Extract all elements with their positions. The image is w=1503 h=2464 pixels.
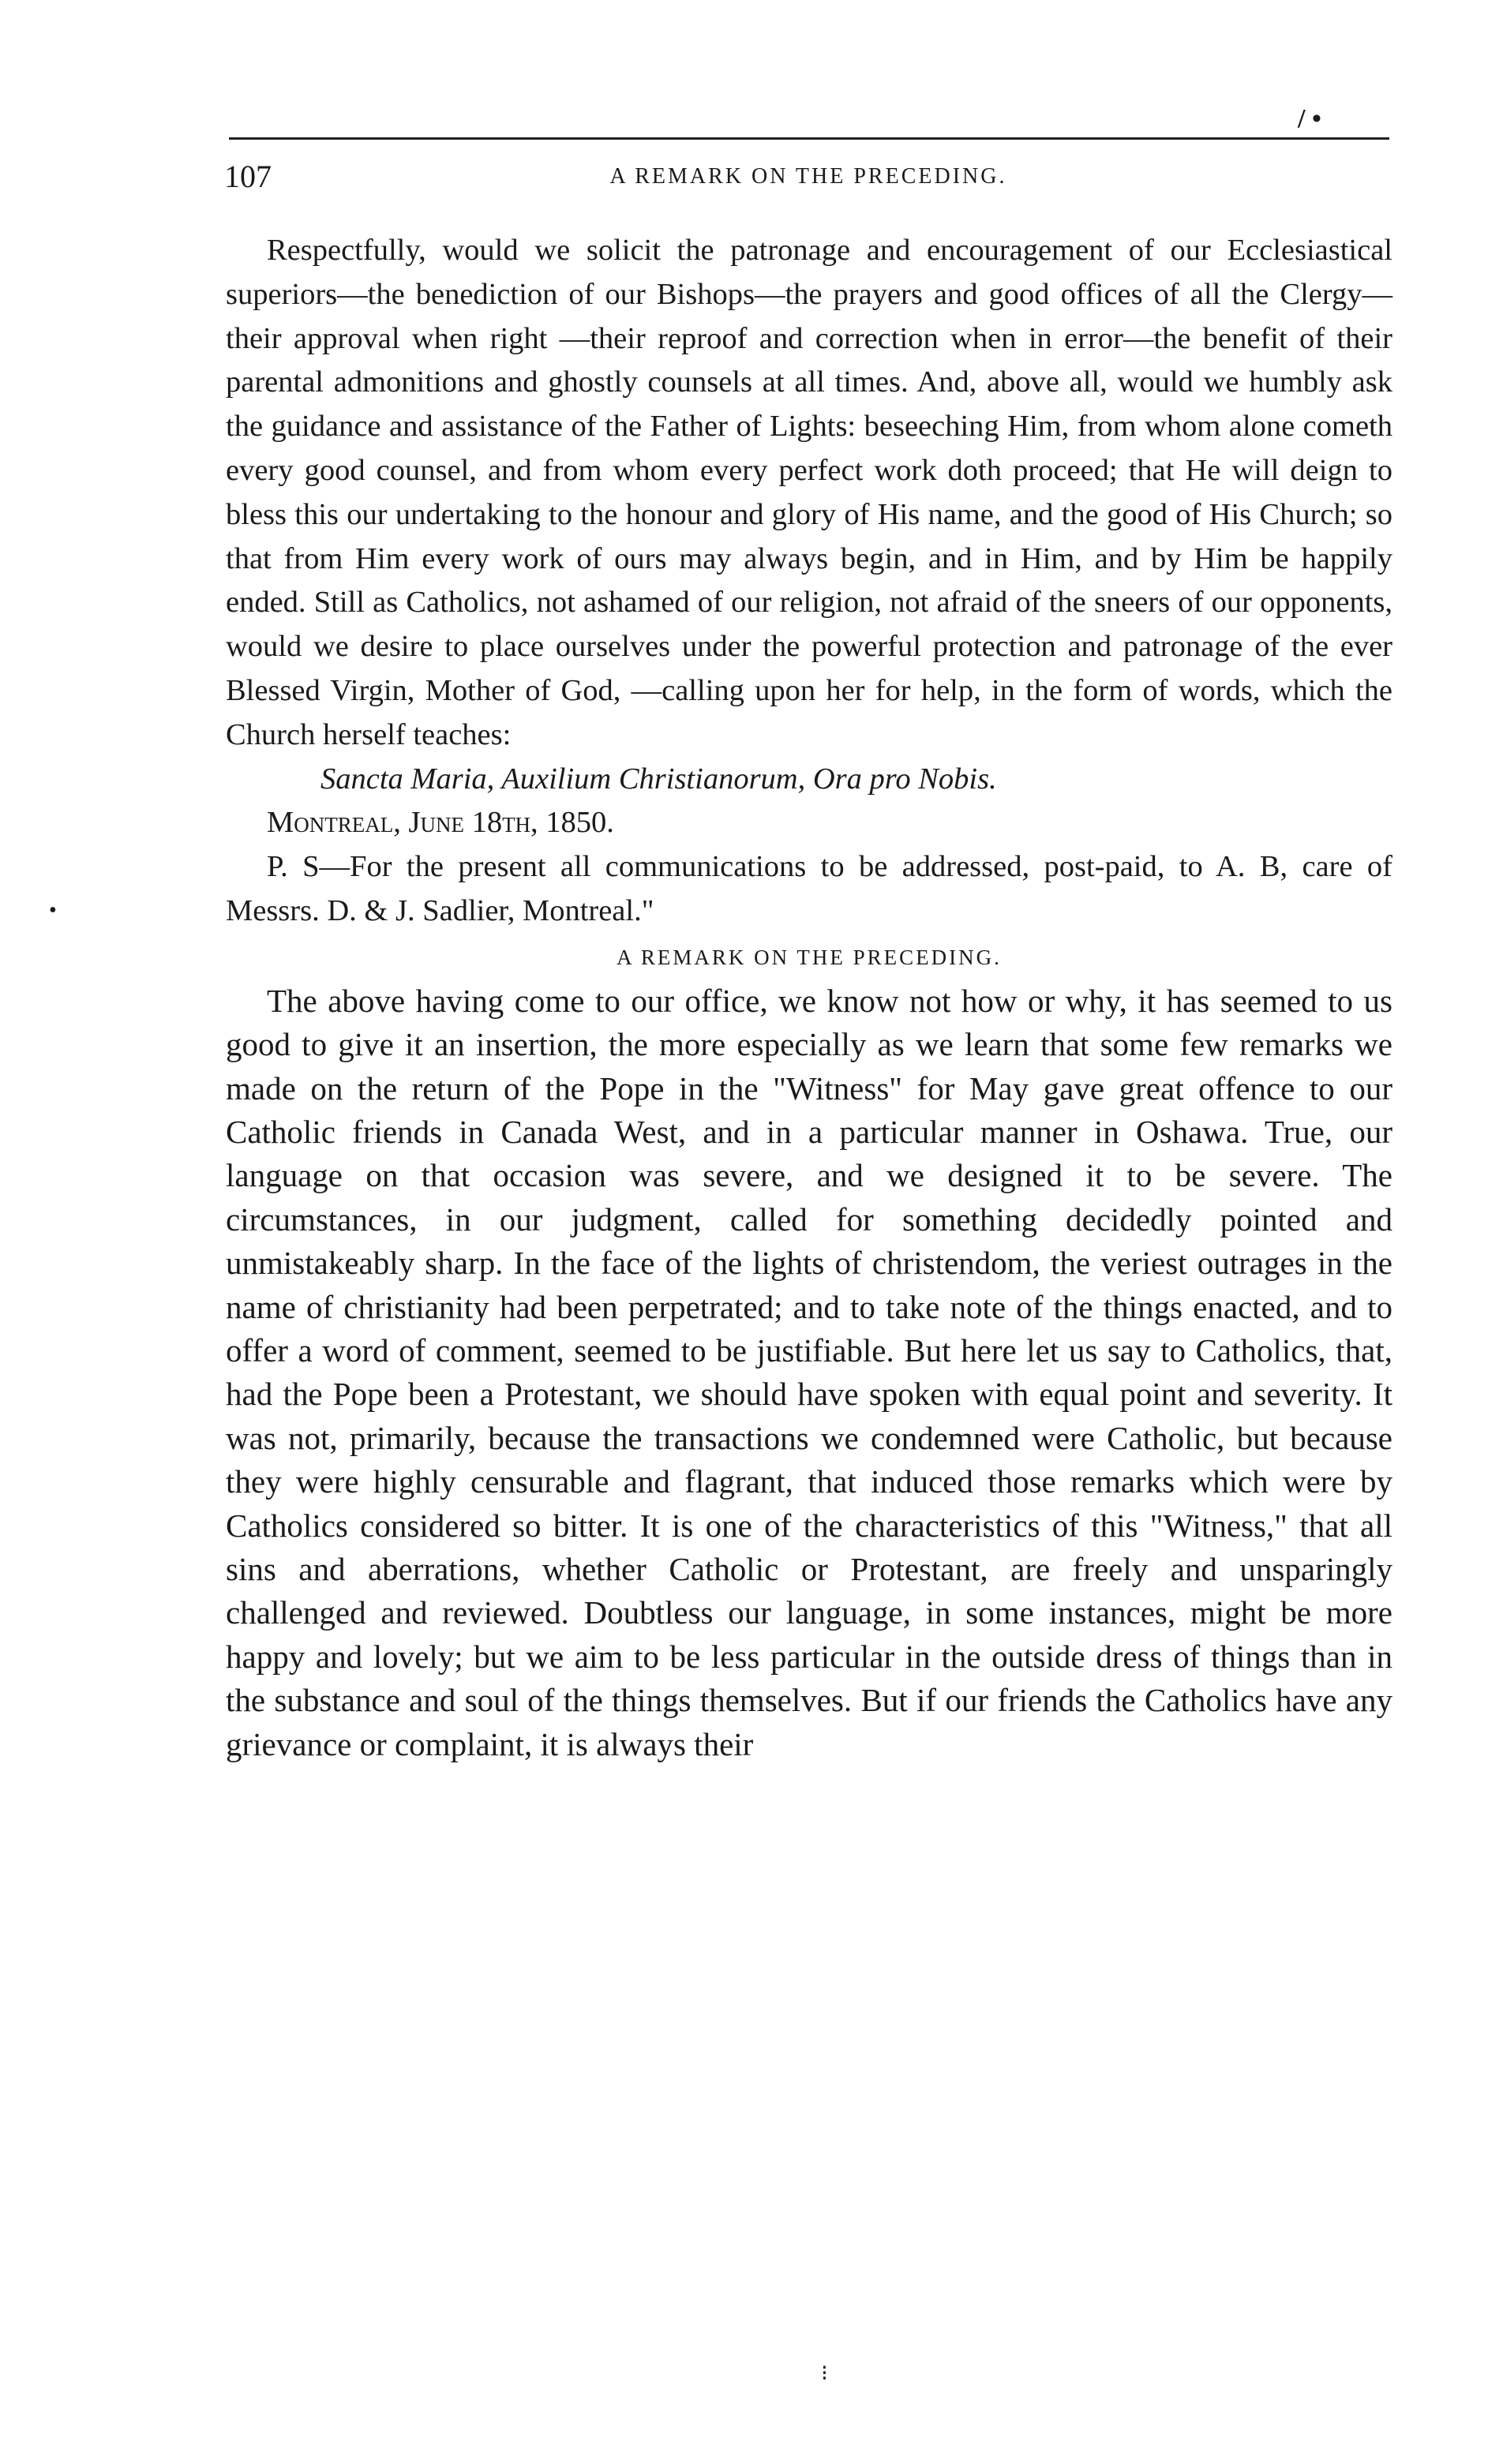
latin-motto: Sancta Maria, Auxilium Christianorum, Ora pro Nobis. <box>320 762 997 796</box>
bottom-mark: ⁝ <box>821 2361 828 2386</box>
page-header <box>224 158 1392 205</box>
top-corner-mark: / • <box>1298 104 1321 133</box>
running-head: A REMARK ON THE PRECEDING. <box>609 164 1007 189</box>
header-rule <box>229 137 1389 140</box>
page-body <box>226 229 1392 1766</box>
postscript: P. S—For the present all communications to be addressed, post-paid, to A. B, care of Messrs. D. & J. Sadlier, Montreal." <box>226 850 1392 927</box>
letter-paragraph: Respectfully, would we solicit the patronage and encouragement of our Ecclesiastical superiors—the benediction of our Bishops—the prayers and good offices of all the Clergy—their approval when right —their reproof and correction when in error—the benefit of their parental admonitions and ghostly counsels at all times. And, above all, would we humbly ask the guidance and assistance of the Father of Lights: beseeching Him, from whom alone cometh every good counsel, and from whom every perfect work doth proceed; that He will deign to bless this our undertaking to the honour and glory of His name, and the good of His Church; so that from Him every work of ours may always begin, and in Him, and by Him be happily ended. Still as Catholics, not ashamed of our religion, not afraid of the sneers of our opponents, would we desire to place ourselves under the powerful protection and patronage of the ever Blessed Virgin, Mother of God, —calling upon her for help, in the form of words, which the Church herself teaches: <box>226 234 1392 751</box>
letter-date-line: Montreal, June 18th, 1850. <box>267 806 614 840</box>
page-number: 107 <box>224 159 272 194</box>
section-body <box>226 979 1392 1766</box>
section-heading: A REMARK ON THE PRECEDING. <box>617 945 1002 969</box>
margin-dot: • <box>49 898 57 923</box>
section-paragraph: The above having come to our office, we know not how or why, it has seemed to us good to give it an insertion, the more especially as we learn that some few remarks we made on the return of the Pope in the "Witness" for May gave great offence to our Catholic friends in Canada West, and in a particular manner in Oshawa. True, our language on that occasion was severe, and we designed it to be severe. The circumstances, in our judgment, called for something decidedly pointed and unmistakeably sharp. In the face of the lights of christendom, the veriest outrages in the name of christianity had been perpetrated; and to take note of the things enacted, and to offer a word of comment, seemed to be justifiable. But here let us say to Catholics, that, had the Pope been a Protestant, we should have spoken with equal point and severity. It was not, primarily, because the transactions we condemned were Catholic, but because they were highly censurable and flagrant, that induced those remarks which were by Catholics considered so bitter. It is one of the characteristics of this "Witness," that all sins and aberrations, whether Catholic or Protestant, are freely and unsparingly challenged and reviewed. Doubtless our language, in some instances, might be more happy and lovely; but we aim to be less particular in the outside dress of things than in the substance and soul of the things themselves. But if our friends the Catholics have any grievance or complaint, it is always their <box>226 982 1392 1762</box>
